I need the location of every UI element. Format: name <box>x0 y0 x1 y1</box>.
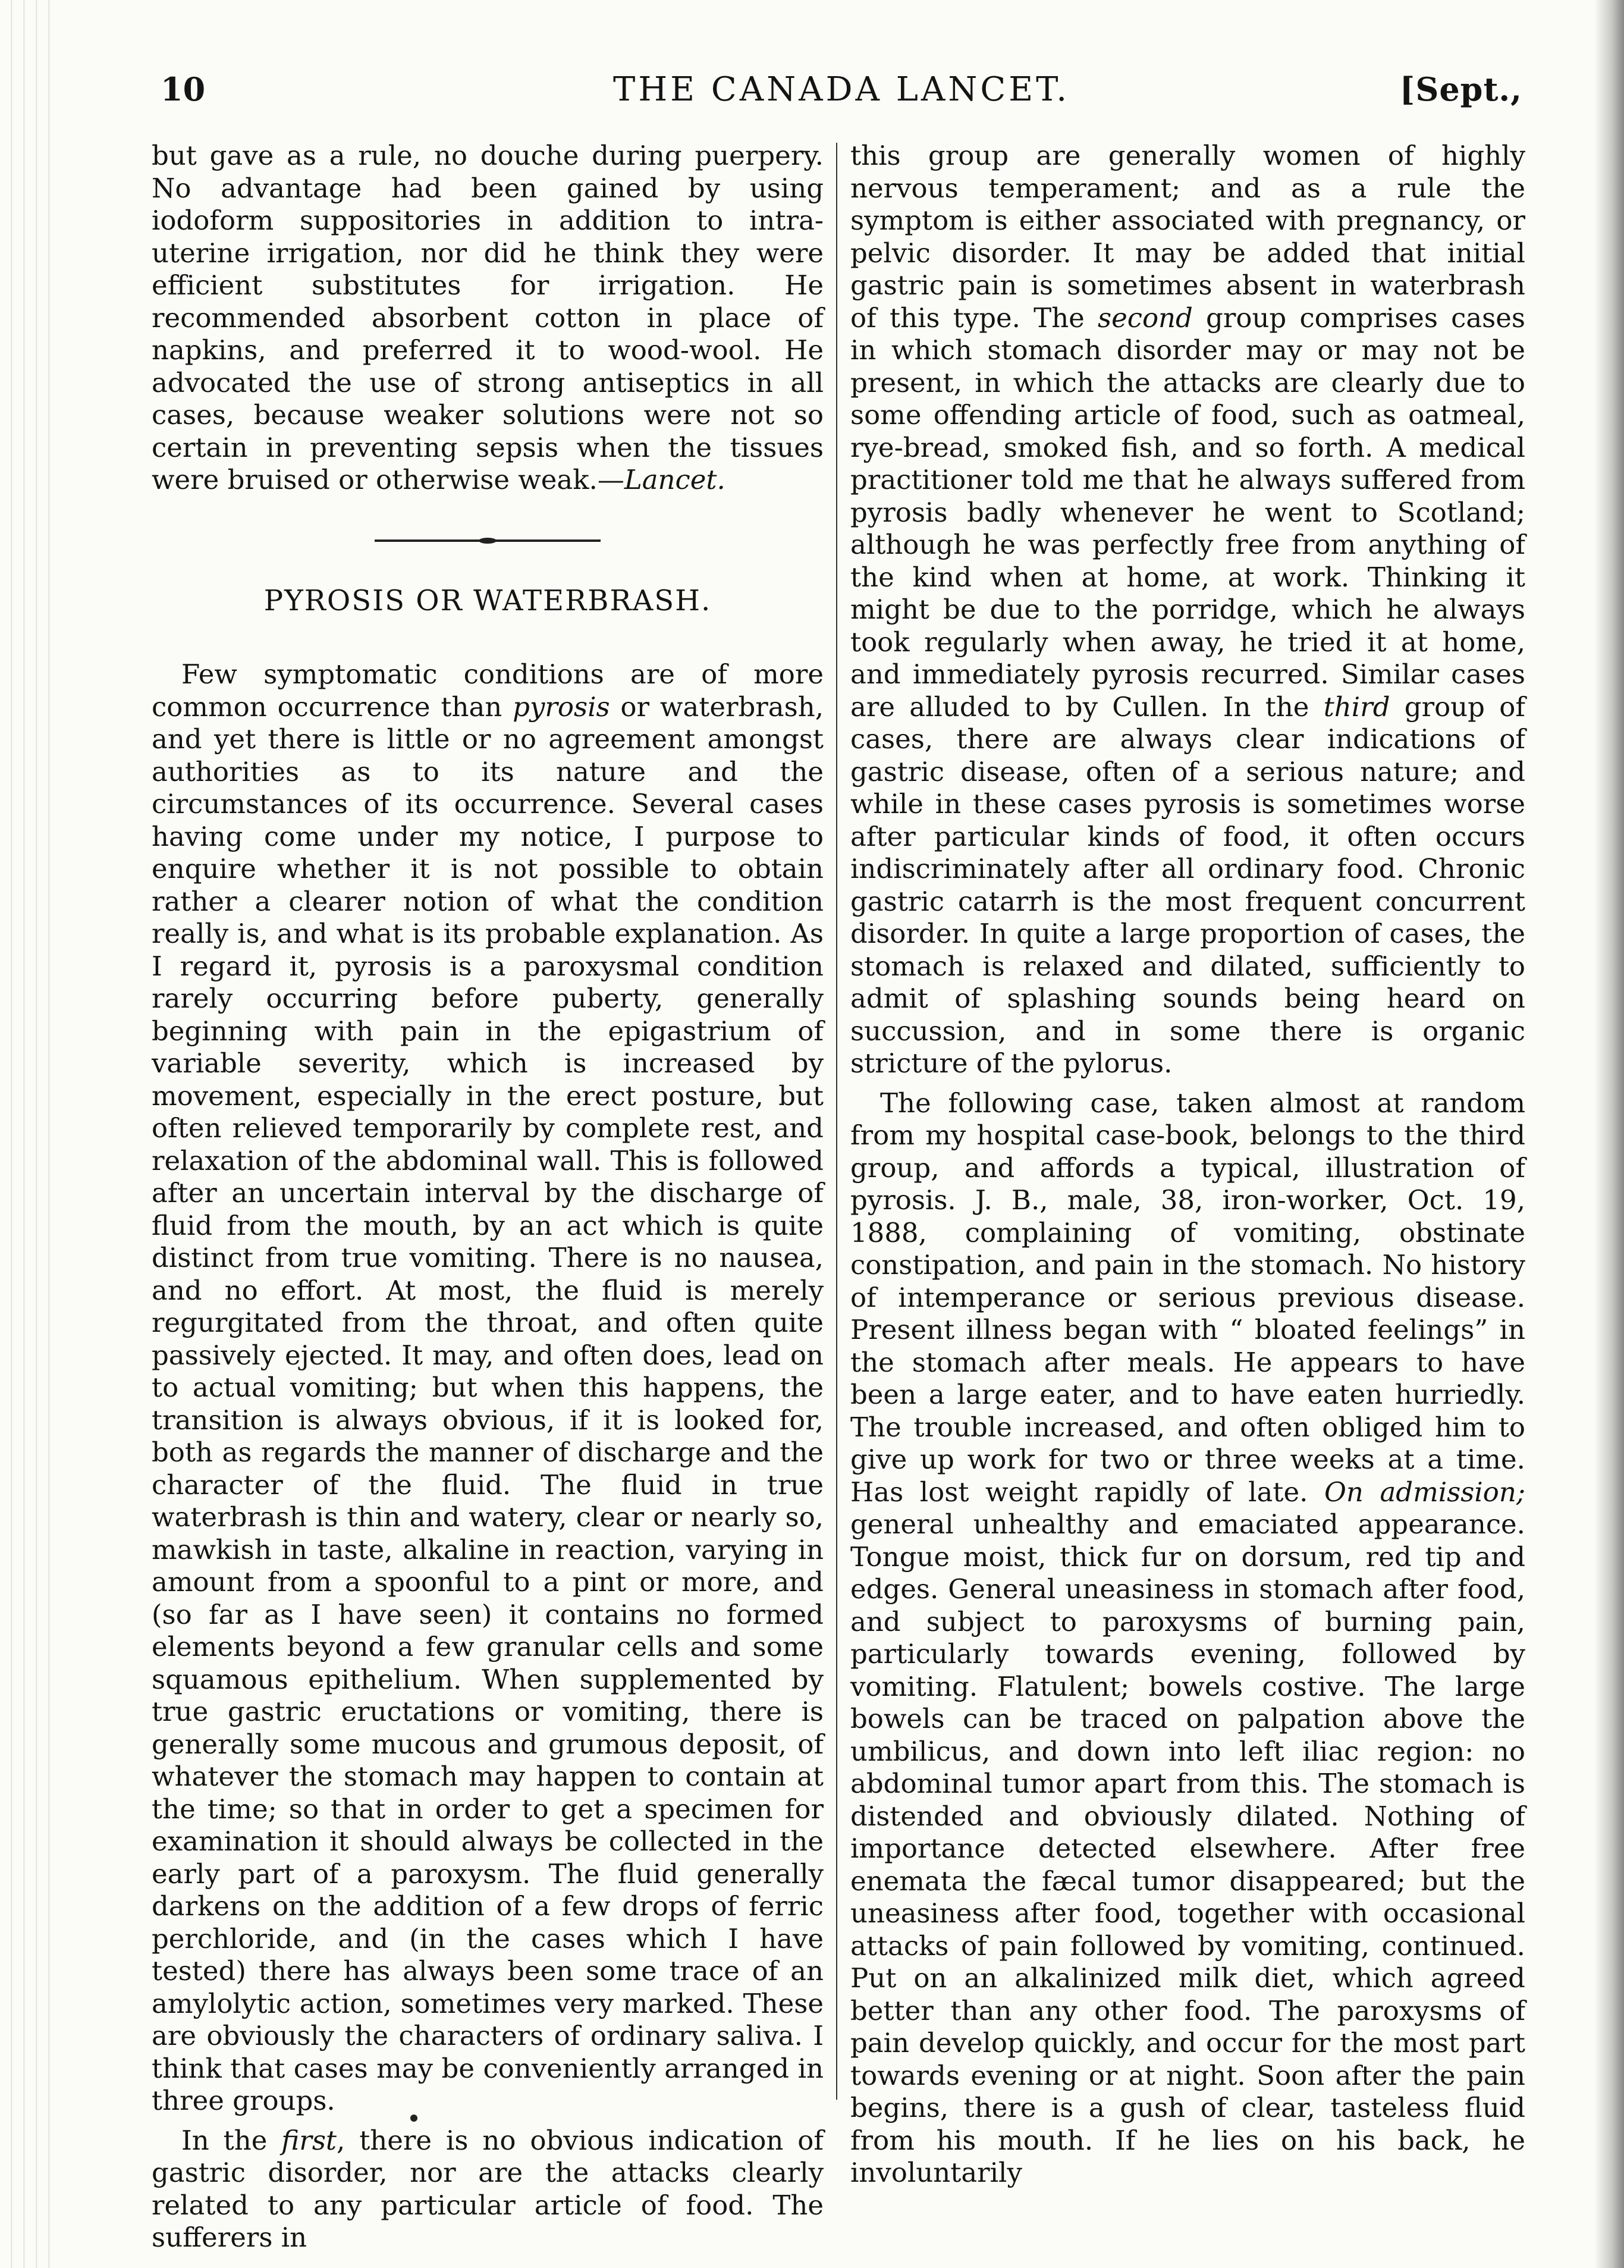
issue-month: [Sept., <box>1399 70 1522 108</box>
page-number: 10 <box>161 70 206 108</box>
paragraph-text: group comprises cases in which stomach disorder may or may not be present, in which the attacks are clearly due to some offending article of food, such as oatmeal, rye-bread, smoked fish, and so forth. A medical practitioner told me that he always suffered from pyrosis badly whenever he went to Scotland; although he was perfectly free from anything of the kind when at home, at work. Thinking it might be due to the porridge, which he always took regularly when away, he tried it at home, and immediately pyrosis recurred. Similar cases are alluded to by Cullen. In the <box>850 302 1525 723</box>
scan-edge-right <box>1594 0 1624 2268</box>
printer-mark <box>410 2115 417 2122</box>
article-paragraph <box>152 658 824 2118</box>
running-header <box>161 70 1522 124</box>
paragraph-text: group of cases, there are always clear indications of gastric disease, often of a serious nature; and while in these cases pyrosis is sometimes worse after particular kinds of food, it often occurs indiscriminately after all ordinary food. Chronic gastric catarrh is the most frequent concurrent disorder. In quite a large proportion of cases, the stomach is relaxed and dilated, sufficiently to admit of splashing sounds being heard on succussion, and in some there is organic stricture of the pylorus. <box>850 691 1525 1079</box>
article-paragraph <box>850 1087 1525 2189</box>
paragraph-text: The following case, taken almost at random from my hospital case-book, belongs to the third group, and affords a typical, illustration of pyrosis. J. B., male, 38, iron-worker, Oct. 19, 1888, complaining of vomiting, obstinate constipation, and pain in the stomach. No history of intemperance or serious previous disease. Present illness began with “ bloated feelings” in the stomach after meals. He appears to have been a large eater, and to have eaten hurriedly. The trouble increased, and often obliged him to give up work for two or three weeks at a time. Has lost weight rapidly of late. <box>850 1087 1525 1508</box>
italic-term: third <box>1323 691 1390 723</box>
column-divider <box>836 143 837 2100</box>
continuation-text: but gave as a rule, no douche during puerpery. No advantage had been gained by using iodoform suppositories in addition to intra-uterine irrigation, nor did he think they were efficient substitutes for irrigation. He recommended absorbent cotton in place of napkins, and preferred it to wood-wool. He advocated the use of strong antiseptics in all cases, because weaker solutions were not so certain in preventing sepsis when the tissues were bruised or otherwise weak.— <box>152 140 824 495</box>
paragraph-text: or waterbrash, and yet there is little or no agreement amongst authorities as to its nature and the circumstances of its occurrence. Several cases having come under my notice, I purpose to enquire whether it is not possible to obtain rather a clearer notion of what the condition really is, and what is its probable explanation. As I regard it, pyrosis is a paroxysmal condition rarely occurring before puberty, generally beginning with pain in the epigastrium of variable severity, which is increased by movement, especially in the erect posture, but often relieved temporarily by complete rest, and relaxation of the abdominal wall. This is followed after an uncertain interval by the discharge of fluid from the mouth, by an act which is quite distinct from true vomiting. There is no nausea, and no effort. At most, the fluid is merely regurgitated from the throat, and often quite passively ejected. It may, and often does, lead on to actual vomiting; but when this happens, the transition is always obvious, if it is looked for, both as regards the manner of discharge and the character of the fluid. The fluid in true waterbrash is thin and watery, clear or nearly so, mawkish in taste, alkaline in reaction, varying in amount from a spoonful to a pint or more, and (so far as I have seen) it contains no formed elements beyond a few granular cells and some squamous epithelium. When supplemented by true gastric eructations or vomiting, there is generally some mucous and grumous deposit, of whatever the stomach may happen to contain at the time; so that in order to get a specimen for examination it should always be collected in the early part of a paroxysm. The fluid generally darkens on the addition of a few drops of ferric perchloride, and (in the cases which I have tested) there has always been some trace of an amylolytic action, sometimes very marked. These are obviously the characters of ordinary saliva. I think that cases may be conveniently arranged in three groups. <box>152 691 824 2116</box>
scan-edge-left <box>0 0 56 2268</box>
italic-term: first <box>281 2124 337 2156</box>
continuation-source: Lancet. <box>624 464 725 495</box>
paragraph-text: this group are generally women of highly nervous temperament; and as a rule the symptom is either associated with pregnancy, or pelvic disorder. It may be added that initial gastric pain is sometimes absent in waterbrash of this type. The <box>850 140 1525 334</box>
italic-term: On admission; <box>1324 1476 1525 1508</box>
article-paragraph <box>850 140 1525 1080</box>
paragraph-text: Few symptomatic conditions are of more common occurrence than <box>152 658 824 723</box>
paragraph-text: , there is no obvious indication of gastric disorder, nor are the attacks clearly related to any particular article of food. The sufferers in <box>152 2124 824 2253</box>
continuation-paragraph <box>152 140 824 497</box>
paragraph-text: In the <box>181 2124 282 2156</box>
article-title: PYROSIS OR WATERBRASH. <box>263 584 712 617</box>
left-column <box>152 140 824 2253</box>
section-divider <box>375 539 601 542</box>
italic-term: pyrosis <box>513 691 610 723</box>
italic-term: second <box>1098 302 1193 334</box>
journal-title: THE CANADA LANCET. <box>612 70 1070 109</box>
paragraph-text: general unhealthy and emaciated appearance. Tongue moist, thick fur on dorsum, red tip and edges. General uneasiness in stomach after food, and subject to paroxysms of burning pain, particularly towards evening, followed by vomiting. Flatulent; bowels costive. The large bowels can be traced on palpation above the umbilicus, and down into left iliac region: no abdominal tumor apart from this. The stomach is distended and obviously dilated. Nothing of importance detected elsewhere. After free enemata the fæcal tumor disappeared; but the uneasiness after food, together with occasional attacks of pain followed by vomiting, continued. Put on an alkalinized milk diet, which agreed better than any other food. The paroxysms of pain develop quickly, and occur for the most part towards evening or at night. Soon after the pain begins, there is a gush of clear, tasteless fluid from his mouth. If he lies on his back, he involuntarily <box>850 1508 1525 2188</box>
right-column <box>850 140 1525 2188</box>
article-paragraph <box>152 2125 824 2254</box>
